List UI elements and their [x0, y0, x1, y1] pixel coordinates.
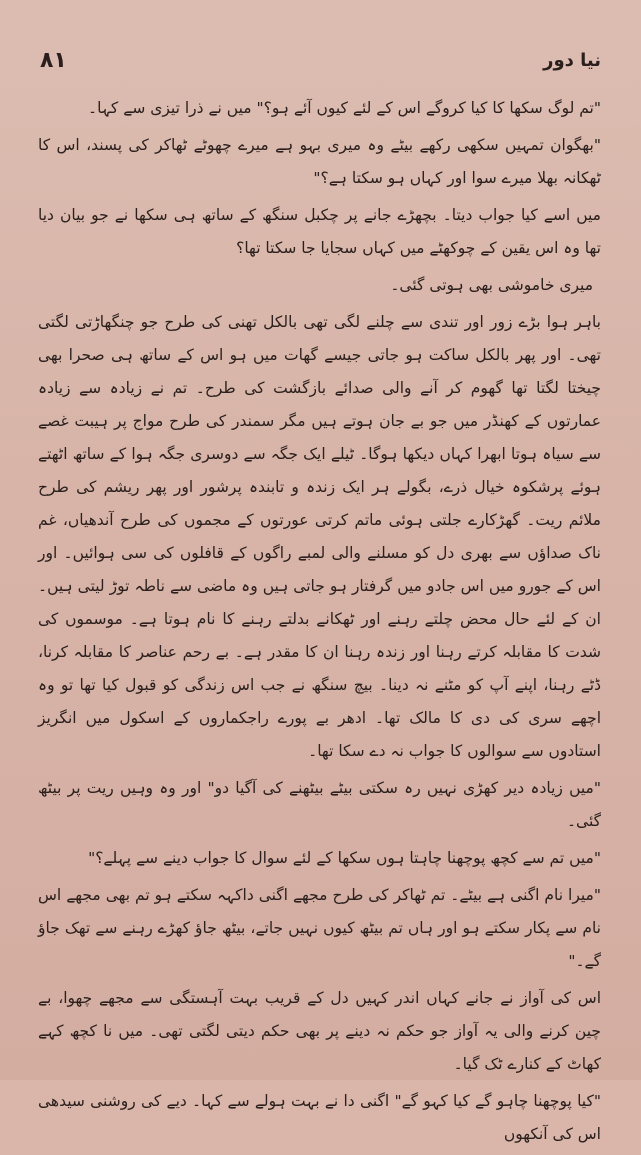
paragraph-1: "تم لوگ سکھا کا کیا کروگے اس کے لئے کیوں آئے ہو؟" میں نے ذرا تیزی سے کہا۔: [88, 99, 601, 117]
page-header: [40, 40, 601, 80]
paragraph-7: "میں تم سے کچھ پوچھنا چاہتا ہوں سکھا کے لئے سوال کا جواب دینے سے پہلے؟": [88, 849, 601, 867]
paragraph-10: "کیا پوچھنا چاہو گے کیا کہو گے" اگنی دا نے بہت ہولے سے کہا۔ دیے کی روشنی سیدھی اس کی آنکھوں: [38, 1092, 601, 1143]
paragraph-8: "میرا نام اگنی ہے بیٹے۔ تم ٹھاکر کی طرح مجھے اگنی داکہہ سکتے ہو تم بھی مجھے اس نام سے پکار سکتے ہو اور ہاں تم بیٹھ کیوں نہیں جاتے، بیٹھ جاؤ کھڑے رہنے سے تھک جاؤ گے۔": [38, 886, 601, 970]
paragraph-9: اس کی آواز نے جانے کہاں اندر کہیں دل کے قریب بہت آہستگی سے مجھے چھوا، بے چین کرنے والی یہ آواز جو حکم نہ دینے پر بھی حکم دیتی لگتی تھی۔ میں نا کچھ کہے کھاٹ کے کنارے ٹک گیا۔: [38, 989, 601, 1073]
paragraph-4: میری خاموشی بھی ہوتی گئی۔: [390, 276, 593, 294]
paragraph-3: میں اسے کیا جواب دیتا۔ بچھڑے جانے پر چکبل سنگھ کے ساتھ ہی سکھا نے جو بیان دیا تھا وہ اس یقین کے چوکھٹے میں کہاں سجایا جا سکتا تھا؟: [38, 206, 601, 257]
paragraph-2: "بھگوان تمہیں سکھی رکھے بیٹے وہ میری بہو ہے میرے چھوٹے ٹھاکر کی پسند، اس کا ٹھکانہ بھلا میرے سوا اور کہاں ہو سکتا ہے؟": [38, 136, 601, 187]
page-number: ۸۱: [40, 47, 67, 73]
body-text: [38, 92, 601, 1155]
paragraph-6: "میں زیادہ دیر کھڑی نہیں رہ سکتی بیٹے بیٹھنے کی آگیا دو" اور وہ وہیں ریت پر بیٹھ گئی۔: [38, 779, 601, 830]
running-title: نیا دور: [543, 49, 601, 71]
paragraph-5: باہر ہوا بڑے زور اور تندی سے چلنے لگی تھی بالکل تھنی کی طرح جو چنگھاڑتی لگتی تھی۔ اور پھر بالکل ساکت ہو جاتی جیسے گھات میں ہو اس کے ساتھ ہی صحرا بھی چیختا لگتا تھا گھوم کر آنے والی صدائے بازگشت کی طرح۔ تم نے زیادہ سے زیادہ عمارتوں کے کھنڈر میں جو بے جان ہوتے ہیں مگر سمندر کی طرح مواج پر ہیبت غصے سے سیاہ ہوتا ابھرا کہاں دیکھا ہوگا۔ ٹیلے ایک جگہ سے دوسری جگہ ہوا کے ساتھ اٹھتے ہوئے پرشکوہ خیال ذرے، بگولے ہر ایک زندہ و تابندہ پرشور اور پھر ریشم کی طرح ملائم ریت۔ گھڑکارے جلتی ہوئی ماتم کرتی عورتوں کے مجموں کی طرح آندھیاں، غم ناک صداؤں سے بھری دل کو مسلنے والی لمبے راگوں کے قافلوں کی سی ہوائیں۔ اور اس کے جورو میں اس جادو میں گرفتار ہو جاتی ہیں وہ ماضی سے ناطہ توڑ لیتی ہیں۔ ان کے لئے حال محض چلتے رہنے اور ٹھکانے بدلتے رہنے کا نام ہوتا ہے۔ موسموں کی شدت کا مقابلہ کرتے رہنا اور زندہ رہنا ان کا مقدر ہے۔ بے رحم عناصر کا مقابلہ کرنا، ڈٹے رہنا، اپنے آپ کو مٹنے نہ دینا۔ بیچ سنگھ نے جب اس زندگی کو قبول کیا تھا تو وہ اچھے سری کی دی کا مالک تھا۔ ادھر بے پورے راجکماروں کے اسکول میں انگریز استادوں سے سوالوں کا جواب نہ دے سکا تھا۔: [38, 313, 601, 760]
